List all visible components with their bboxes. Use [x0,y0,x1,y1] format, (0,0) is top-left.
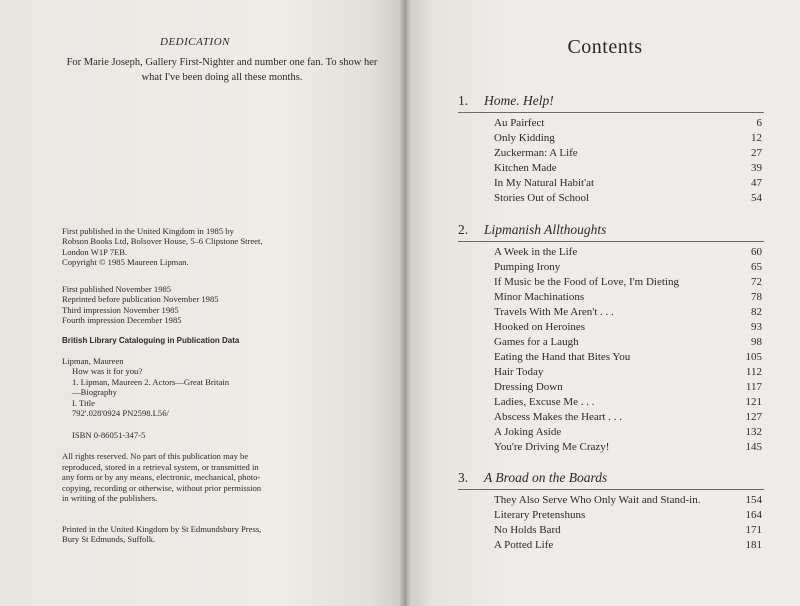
dedication-heading: DEDICATION [160,36,230,48]
toc-entry [494,131,762,145]
rights-line: any form or by any means, electronic, mechanical, photo- [62,472,261,483]
toc-entry [494,440,762,454]
entry-page: 145 [745,441,762,453]
cip-line: 1. Lipman, Maureen 2. Actors—Great Britain [72,376,230,387]
cip-line: How was it for you? [72,366,143,377]
entry-page: 164 [745,509,762,521]
book-gutter [400,0,412,606]
cip-heading: British Library Cataloguing in Publication Data [62,336,240,345]
printer-line: Bury St Edmunds, Suffolk. [62,534,156,545]
rights-line: All rights reserved. No part of this publication may be [62,451,249,461]
toc-entry [494,410,762,424]
entry-title: Au Pairfect [494,117,545,129]
rights-line: reproduced, stored in a retrieval system, or transmitted in [62,461,259,472]
rights-notice [62,451,382,504]
entry-page: 60 [751,246,762,258]
entry-page: 105 [745,351,762,363]
entry-page: 117 [745,381,762,393]
toc-entry [494,395,762,409]
toc-entry [494,146,762,160]
section-number: 2. [458,222,469,237]
toc-entry [494,116,762,130]
toc-entry [494,335,762,349]
cip-line: I. Title [72,397,95,408]
section-rule [458,241,764,242]
section-rule [458,112,764,113]
toc-entry [494,380,762,394]
toc-entry [494,191,762,205]
entry-page: 127 [745,411,762,423]
printer-info [62,524,382,545]
toc-entry [494,290,762,304]
toc-entry [494,523,762,537]
entry-title: Abscess Makes the Heart . . . [494,411,622,423]
section-number: 3. [458,470,469,485]
entry-page: 171 [745,524,762,536]
toc-entry [494,508,762,522]
entry-page: 54 [751,192,762,204]
section-heading [458,470,607,486]
cip-line: —Biography [72,387,117,398]
cip-line: Lipman, Maureen [62,356,124,366]
entry-title: You're Driving Me Crazy! [494,441,610,453]
section-heading [458,93,554,109]
toc-entry [494,275,762,289]
entry-page: 181 [745,539,762,551]
copyright-line: Copyright © 1985 Maureen Lipman. [62,257,189,268]
entry-page: 121 [745,396,762,408]
section-title: A Broad on the Boards [484,470,608,485]
entry-title: Eating the Hand that Bites You [494,351,631,363]
cip-data [62,356,382,418]
entry-title: Stories Out of School [494,192,590,204]
toc-entry [494,176,762,190]
entry-title: Only Kidding [494,132,555,144]
publication-line: First published in the United Kingdom in 1985 by [62,226,234,236]
toc-entry [494,425,762,439]
toc-entry [494,365,762,379]
section-heading [458,222,606,238]
entry-page: 154 [745,494,762,506]
entry-title: In My Natural Habit'at [494,177,595,189]
entry-title: Hair Today [494,366,544,378]
toc-entry [494,245,762,259]
entry-page: 47 [751,177,762,189]
impression-history [62,284,382,326]
dedication-text: For Marie Joseph, Gallery First-Nighter and number one fan. To show her what I've been doing all these months. [66,57,378,83]
toc-entry [494,320,762,334]
entry-page: 72 [751,276,762,288]
entry-title: No Holds Bard [494,524,561,536]
entry-title: They Also Serve Who Only Wait and Stand-in. [494,494,701,506]
entry-page: 98 [751,336,762,348]
toc-entry [494,161,762,175]
toc-entry [494,305,762,319]
entry-title: If Music be the Food of Love, I'm Dieting [494,276,679,288]
entry-title: Ladies, Excuse Me . . . [494,396,595,408]
entry-title: A Week in the Life [494,246,578,258]
impression-line: Reprinted before publication November 1985 [62,294,219,305]
entry-page: 132 [745,426,762,438]
entry-title: Kitchen Made [494,162,557,174]
entry-page: 12 [751,132,762,144]
publication-line: Robson Books Ltd, Bolsover House, 5–6 Clipstone Street, [62,236,263,247]
impression-line: Fourth impression December 1985 [62,315,182,326]
section-title: Lipmanish Allthoughts [484,222,607,237]
toc-entry [494,538,762,552]
isbn [62,430,382,440]
rights-line: copying, recording or otherwise, without prior permission [62,482,262,493]
entry-page: 27 [751,147,762,159]
section-title: Home. Help! [484,93,554,108]
isbn-line: ISBN 0-86051-347-5 [72,430,146,440]
entry-title: Travels With Me Aren't . . . [494,306,614,318]
toc-entry [494,260,762,274]
section-rule [458,489,764,490]
entry-page: 78 [751,291,762,303]
entry-title: Pumping Irony [494,261,561,273]
toc-entry [494,350,762,364]
entry-title: Literary Pretenshuns [494,509,586,521]
entry-title: Dressing Down [494,381,563,393]
toc-entry [494,493,762,507]
entry-page: 39 [751,162,762,174]
printer-line: Printed in the United Kingdom by St Edmundsbury Press, [62,524,262,534]
impression-line: First published November 1985 [62,284,172,294]
entry-title: Games for a Laugh [494,336,579,348]
impression-line: Third impression November 1985 [62,304,179,315]
section-number: 1. [458,93,469,108]
publication-line: London W1P 7EB. [62,246,128,257]
cip-line: 792'.028'0924 PN2598.L56/ [72,408,169,419]
rights-line: in writing of the publishers. [62,493,158,504]
entry-page: 112 [745,366,762,378]
entry-title: A Potted Life [494,539,554,551]
entry-page: 65 [751,261,762,273]
entry-title: Minor Machinations [494,291,585,303]
entry-page: 82 [751,306,762,318]
publication-info [62,226,382,268]
entry-title: Hooked on Heroines [494,321,586,333]
entry-page: 93 [751,321,762,333]
contents-title: Contents [567,36,643,58]
entry-title: Zuckerman: A Life [494,147,578,159]
entry-title: A Joking Aside [494,426,562,438]
entry-page: 6 [756,117,762,129]
